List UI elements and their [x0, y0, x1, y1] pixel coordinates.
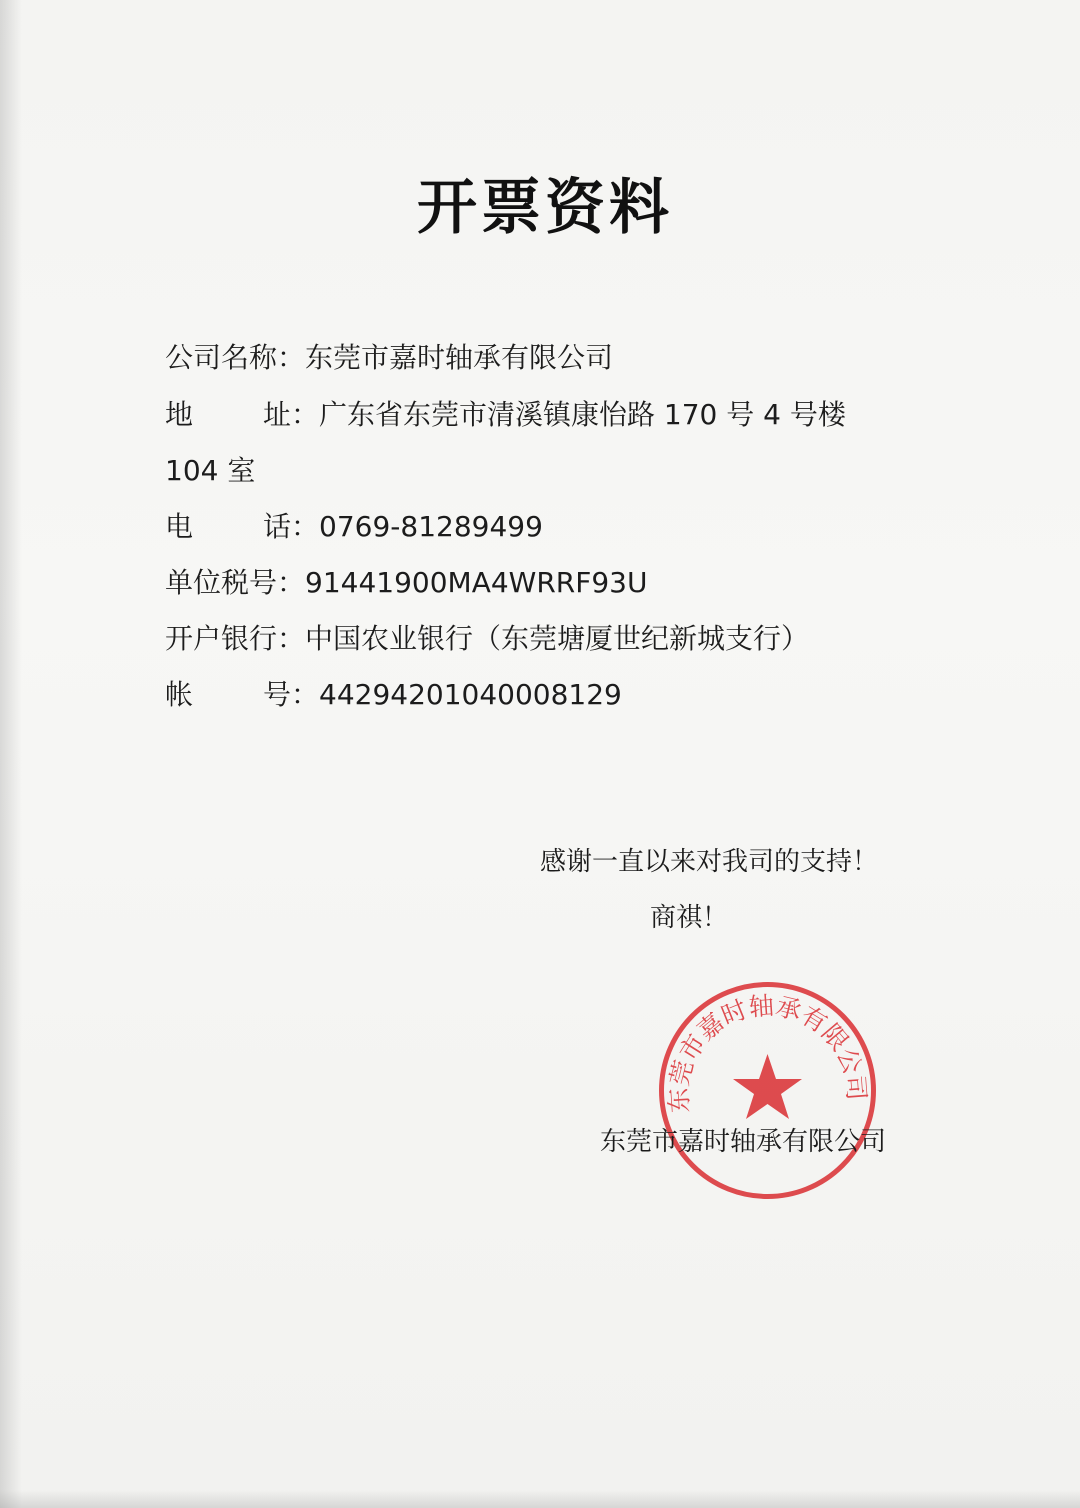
account-value: 44294201040008129 [319, 678, 622, 711]
field-address [165, 395, 846, 435]
field-company-name [165, 338, 613, 378]
address-value-line1: 广东省东莞市清溪镇康怡路 170 号 4 号楼 [319, 398, 846, 431]
field-tax-id [165, 563, 647, 603]
company-name-value: 东莞市嘉时轴承有限公司 [305, 341, 614, 374]
phone-label-char2: 话： [263, 510, 320, 543]
closing-regards: 商祺！ [650, 903, 729, 933]
company-name-label: 公司名称： [165, 341, 306, 374]
field-address-line2 [165, 451, 255, 491]
seal-star-icon [733, 1054, 802, 1119]
bank-value: 中国农业银行（东莞塘厦世纪新城支行） [305, 622, 810, 655]
seal-arc-text: 东莞市嘉时轴承有限公司 [663, 990, 872, 1114]
paper-shadow-bottom [0, 1490, 1080, 1508]
account-label-char2: 号： [263, 678, 320, 711]
tax-id-label: 单位税号： [165, 566, 306, 599]
field-phone [165, 507, 543, 547]
closing-signoff: 东莞市嘉时轴承有限公司 [600, 1127, 887, 1157]
address-label-char2: 址： [263, 398, 320, 431]
bank-label: 开户银行： [165, 622, 306, 655]
tax-id-value: 91441900MA4WRRF93U [305, 566, 648, 599]
phone-label-char1: 电 [165, 510, 194, 543]
address-label-char1: 地 [165, 398, 194, 431]
account-label-char1: 帐 [165, 678, 194, 711]
field-bank [165, 619, 809, 659]
phone-value: 0769-81289499 [319, 510, 543, 543]
closing-thanks: 感谢一直以来对我司的支持！ [540, 847, 879, 877]
document-title: 开票资料 [417, 173, 673, 243]
company-seal [655, 978, 880, 1203]
field-account [165, 675, 622, 715]
address-value-line2: 104 室 [165, 454, 256, 487]
